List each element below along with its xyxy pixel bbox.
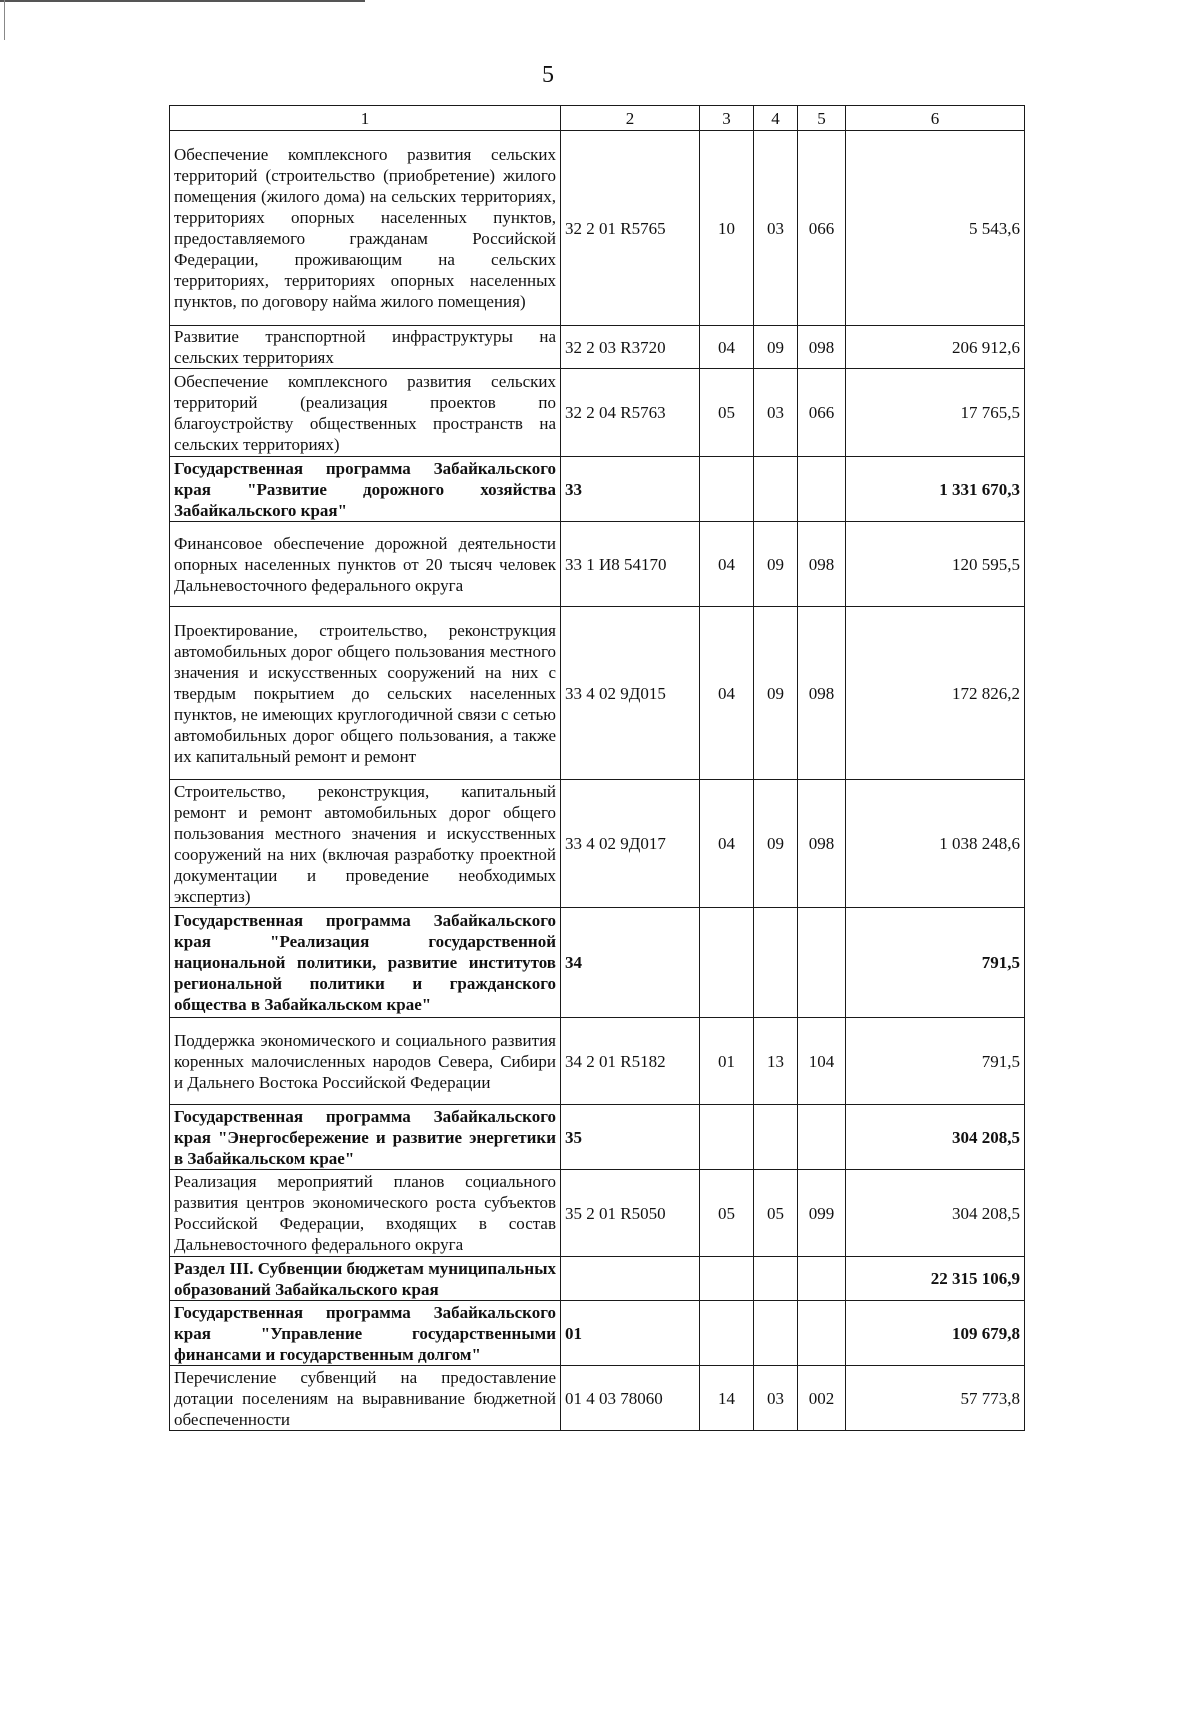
- row-code: 32 2 01 R5765: [561, 131, 700, 326]
- table-row: [170, 369, 1025, 457]
- scan-edge-line: [0, 0, 365, 2]
- row-code: 33 4 02 9Д017: [561, 780, 700, 908]
- row-expense-type: 098: [798, 780, 846, 908]
- row-expense-type: 066: [798, 131, 846, 326]
- row-subsection: [754, 1257, 798, 1301]
- table-row: [170, 607, 1025, 780]
- row-amount: 5 543,6: [846, 131, 1025, 326]
- row-subsection: 03: [754, 131, 798, 326]
- row-amount: 17 765,5: [846, 369, 1025, 457]
- row-code: 32 2 03 R3720: [561, 326, 700, 369]
- row-expense-type: 098: [798, 522, 846, 607]
- row-subsection: [754, 1105, 798, 1170]
- table-row: [170, 131, 1025, 326]
- column-header: 6: [846, 106, 1025, 131]
- row-name: Поддержка экономического и социального развития коренных малочисленных народов Севера, Сибири и Дальнего Востока Российской Федерации: [170, 1018, 561, 1105]
- page-number: 5: [542, 62, 554, 88]
- row-code: 32 2 04 R5763: [561, 369, 700, 457]
- table-row: [170, 1170, 1025, 1257]
- row-section: [700, 1105, 754, 1170]
- row-expense-type: [798, 1257, 846, 1301]
- row-subsection: 09: [754, 607, 798, 780]
- row-amount: 120 595,5: [846, 522, 1025, 607]
- row-amount: 172 826,2: [846, 607, 1025, 780]
- column-header: 3: [700, 106, 754, 131]
- row-amount: 791,5: [846, 1018, 1025, 1105]
- row-code: 34: [561, 908, 700, 1018]
- row-name: Государственная программа Забайкальского края "Энергосбережение и развитие энергетики в Забайкальском крае": [170, 1105, 561, 1170]
- row-amount: 791,5: [846, 908, 1025, 1018]
- table-row: [170, 780, 1025, 908]
- table-header-row: [170, 106, 1025, 131]
- row-subsection: 03: [754, 369, 798, 457]
- row-section: 04: [700, 780, 754, 908]
- row-section: [700, 1257, 754, 1301]
- row-section: [700, 1301, 754, 1366]
- row-code: 35 2 01 R5050: [561, 1170, 700, 1257]
- column-header: 4: [754, 106, 798, 131]
- row-amount: 1 038 248,6: [846, 780, 1025, 908]
- row-code: 33 1 И8 54170: [561, 522, 700, 607]
- table-body: [170, 131, 1025, 1431]
- row-expense-type: [798, 457, 846, 522]
- row-name: Проектирование, строительство, реконструкция автомобильных дорог общего пользования местного значения и искусственных сооружений на них с твердым покрытием до сельских населенных пунктов, не имеющих круглогодичной связи с сетью автомобильных дорог общего пользования, а также их капитальный ремонт и ремонт: [170, 607, 561, 780]
- table-row: [170, 457, 1025, 522]
- row-subsection: 09: [754, 780, 798, 908]
- row-amount: 304 208,5: [846, 1105, 1025, 1170]
- row-section: 10: [700, 131, 754, 326]
- row-section: 04: [700, 607, 754, 780]
- row-expense-type: 099: [798, 1170, 846, 1257]
- row-section: 04: [700, 522, 754, 607]
- table-row: [170, 1018, 1025, 1105]
- scan-edge-mark: [4, 0, 5, 40]
- row-name: Государственная программа Забайкальского края "Управление государственными финансами и государственным долгом": [170, 1301, 561, 1366]
- row-section: 04: [700, 326, 754, 369]
- row-amount: 22 315 106,9: [846, 1257, 1025, 1301]
- row-name: Строительство, реконструкция, капитальный ремонт и ремонт автомобильных дорог общего пользования местного значения и искусственных сооружений на них (включая разработку проектной документации и проведение необходимых экспертиз): [170, 780, 561, 908]
- row-name: Финансовое обеспечение дорожной деятельности опорных населенных пунктов от 20 тысяч человек Дальневосточного федерального округа: [170, 522, 561, 607]
- row-subsection: [754, 457, 798, 522]
- row-name: Государственная программа Забайкальского края "Реализация государственной национальной политики, развитие институтов региональной политики и гражданского общества в Забайкальском крае": [170, 908, 561, 1018]
- row-section: [700, 457, 754, 522]
- row-section: 01: [700, 1018, 754, 1105]
- row-subsection: [754, 1301, 798, 1366]
- row-subsection: 05: [754, 1170, 798, 1257]
- row-name: Государственная программа Забайкальского края "Развитие дорожного хозяйства Забайкальского края": [170, 457, 561, 522]
- row-expense-type: 104: [798, 1018, 846, 1105]
- row-code: 35: [561, 1105, 700, 1170]
- row-name: Реализация мероприятий планов социального развития центров экономического роста субъектов Российской Федерации, входящих в состав Дальневосточного федерального округа: [170, 1170, 561, 1257]
- row-expense-type: 098: [798, 326, 846, 369]
- row-amount: 57 773,8: [846, 1366, 1025, 1431]
- budget-table: [169, 105, 1025, 1431]
- table-row: [170, 522, 1025, 607]
- row-name: Обеспечение комплексного развития сельских территорий (строительство (приобретение) жилого помещения (жилого дома) на сельских территориях, территориях опорных населенных пунктов, предоставляемого гражданам Российской Федерации, проживающим на сельских территориях, территориях опорных населенных пунктов, по договору найма жилого помещения): [170, 131, 561, 326]
- table-row: [170, 1301, 1025, 1366]
- row-section: 14: [700, 1366, 754, 1431]
- row-section: 05: [700, 369, 754, 457]
- row-subsection: 03: [754, 1366, 798, 1431]
- row-subsection: 13: [754, 1018, 798, 1105]
- row-amount: 206 912,6: [846, 326, 1025, 369]
- column-header: 2: [561, 106, 700, 131]
- row-expense-type: [798, 908, 846, 1018]
- row-expense-type: 066: [798, 369, 846, 457]
- table-row: [170, 1366, 1025, 1431]
- row-expense-type: 098: [798, 607, 846, 780]
- row-code: 01 4 03 78060: [561, 1366, 700, 1431]
- row-section: 05: [700, 1170, 754, 1257]
- row-expense-type: 002: [798, 1366, 846, 1431]
- table-row: [170, 1105, 1025, 1170]
- row-expense-type: [798, 1301, 846, 1366]
- column-header: 5: [798, 106, 846, 131]
- row-amount: 1 331 670,3: [846, 457, 1025, 522]
- row-section: [700, 908, 754, 1018]
- row-code: 01: [561, 1301, 700, 1366]
- row-name: Раздел III. Субвенции бюджетам муниципальных образований Забайкальского края: [170, 1257, 561, 1301]
- row-subsection: 09: [754, 326, 798, 369]
- row-code: 33 4 02 9Д015: [561, 607, 700, 780]
- row-expense-type: [798, 1105, 846, 1170]
- row-subsection: 09: [754, 522, 798, 607]
- row-code: [561, 1257, 700, 1301]
- row-subsection: [754, 908, 798, 1018]
- row-code: 34 2 01 R5182: [561, 1018, 700, 1105]
- row-amount: 109 679,8: [846, 1301, 1025, 1366]
- row-name: Обеспечение комплексного развития сельских территорий (реализация проектов по благоустройству общественных пространств на сельских территориях): [170, 369, 561, 457]
- table-row: [170, 326, 1025, 369]
- table-row: [170, 1257, 1025, 1301]
- table-row: [170, 908, 1025, 1018]
- row-amount: 304 208,5: [846, 1170, 1025, 1257]
- column-header: 1: [170, 106, 561, 131]
- row-name: Развитие транспортной инфраструктуры на сельских территориях: [170, 326, 561, 369]
- row-code: 33: [561, 457, 700, 522]
- row-name: Перечисление субвенций на предоставление дотации поселениям на выравнивание бюджетной обеспеченности: [170, 1366, 561, 1431]
